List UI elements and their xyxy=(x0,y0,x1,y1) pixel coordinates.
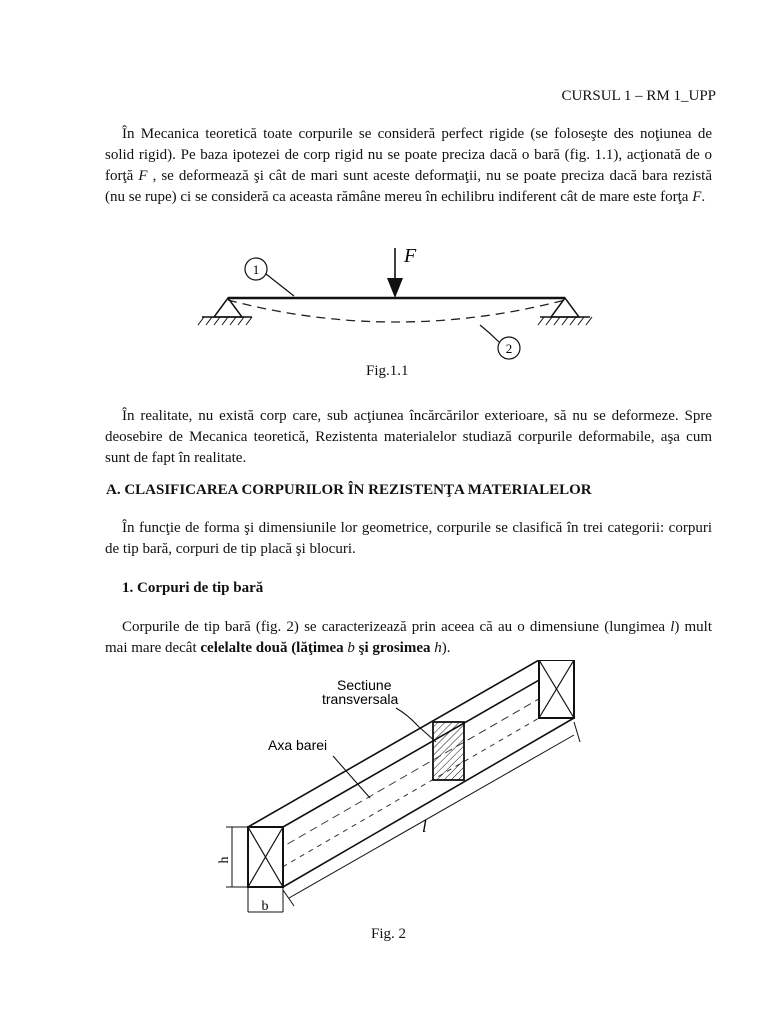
p4-text-b: ) mult mai mare decât xyxy=(105,619,713,656)
p4-bold-text-c: celelalte două (lăţimea xyxy=(200,640,348,656)
label-2-leader xyxy=(480,325,499,342)
bar-axis-line xyxy=(265,689,556,857)
fig-2-caption: Fig. 2 xyxy=(371,926,407,942)
p1-text-a: În Mecanica teoretică toate corpurile se consideră perfect rigide (se foloseşte des noţiunea de solid rigid). Pe baza ipotezei de corp rigid nu se poate preciza dacă o bară (fig. 1.1), acţionată de o forţă xyxy=(105,126,712,184)
label-1-leader xyxy=(266,274,294,296)
p1-force-var-2: F xyxy=(692,189,702,205)
p4-height-var: h xyxy=(434,640,442,656)
section-leader xyxy=(396,708,436,742)
left-pin-support xyxy=(214,298,242,317)
fig-1-1-caption: Fig.1.1 xyxy=(366,363,409,379)
p4-length-var: l xyxy=(670,619,675,635)
section-label-line2: transversala xyxy=(322,691,399,707)
subsection-heading-1: 1. Corpuri de tip bară xyxy=(122,580,264,596)
p4-text-e: ). xyxy=(441,640,451,656)
section-label-line1: Sectiune xyxy=(337,677,392,693)
right-pin-support xyxy=(551,298,579,317)
course-header: CURSUL 1 – RM 1_UPP xyxy=(561,88,716,104)
paragraph-reality: În realitate, nu există corp care, sub acţiunea încărcărilor exterioare, să nu se deformeze. Spre deosebire de Mecanica teoretică, Rezistenta materialelor studiază corpurile deformabile, aşa cum sunt de fapt în realitate. xyxy=(105,408,712,466)
axis-leader xyxy=(333,756,370,798)
p4-width-var: b xyxy=(347,640,355,656)
length-label: l xyxy=(422,817,427,836)
paragraph-rigid-bodies xyxy=(105,124,712,208)
height-label: h xyxy=(217,856,232,864)
cross-section-hatched xyxy=(433,722,464,780)
p1-force-var: F xyxy=(138,168,148,184)
axis-label: Axa barei xyxy=(268,737,328,753)
length-dimension-line xyxy=(289,735,574,898)
deformed-beam-curve xyxy=(228,300,565,322)
section-heading-a: A. CLASIFICAREA CORPURILOR ÎN REZISTENŢA MATERIALELOR xyxy=(106,482,592,498)
label-2-text: 2 xyxy=(505,341,513,356)
fig-2-bar-diagram xyxy=(210,660,590,930)
force-arrow-head xyxy=(387,278,403,298)
right-ground-hatch xyxy=(538,317,592,325)
paragraph-bar-bodies xyxy=(105,617,712,659)
p1-text-c: . xyxy=(701,189,706,205)
label-1-text: 1 xyxy=(252,262,260,277)
fig-1-1-beam-diagram xyxy=(190,240,600,365)
left-ground-hatch xyxy=(198,317,252,325)
p4-bold-text-d: şi grosimea xyxy=(354,640,435,656)
p4-text-a: Corpurile de tip bară (fig. 2) se caracterizează prin aceea că au o dimensiune (lungimea xyxy=(122,619,671,635)
p1-text-b: , se deformează şi cât de mari sunt aceste deformaţii, nu se poate preciza dacă bara rezistă (nu se rupe) ci se consideră ca aceasta rămâne mereu în echilibru indiferent cât de mare este forţa xyxy=(105,168,712,205)
paragraph-classification: În funcţie de forma şi dimensiunile lor geometrice, corpurile se clasifică în trei categorii: corpuri de tip bară, corpuri de tip placă şi blocuri. xyxy=(105,520,712,557)
width-label: b xyxy=(261,899,269,914)
force-label: F xyxy=(404,245,417,267)
